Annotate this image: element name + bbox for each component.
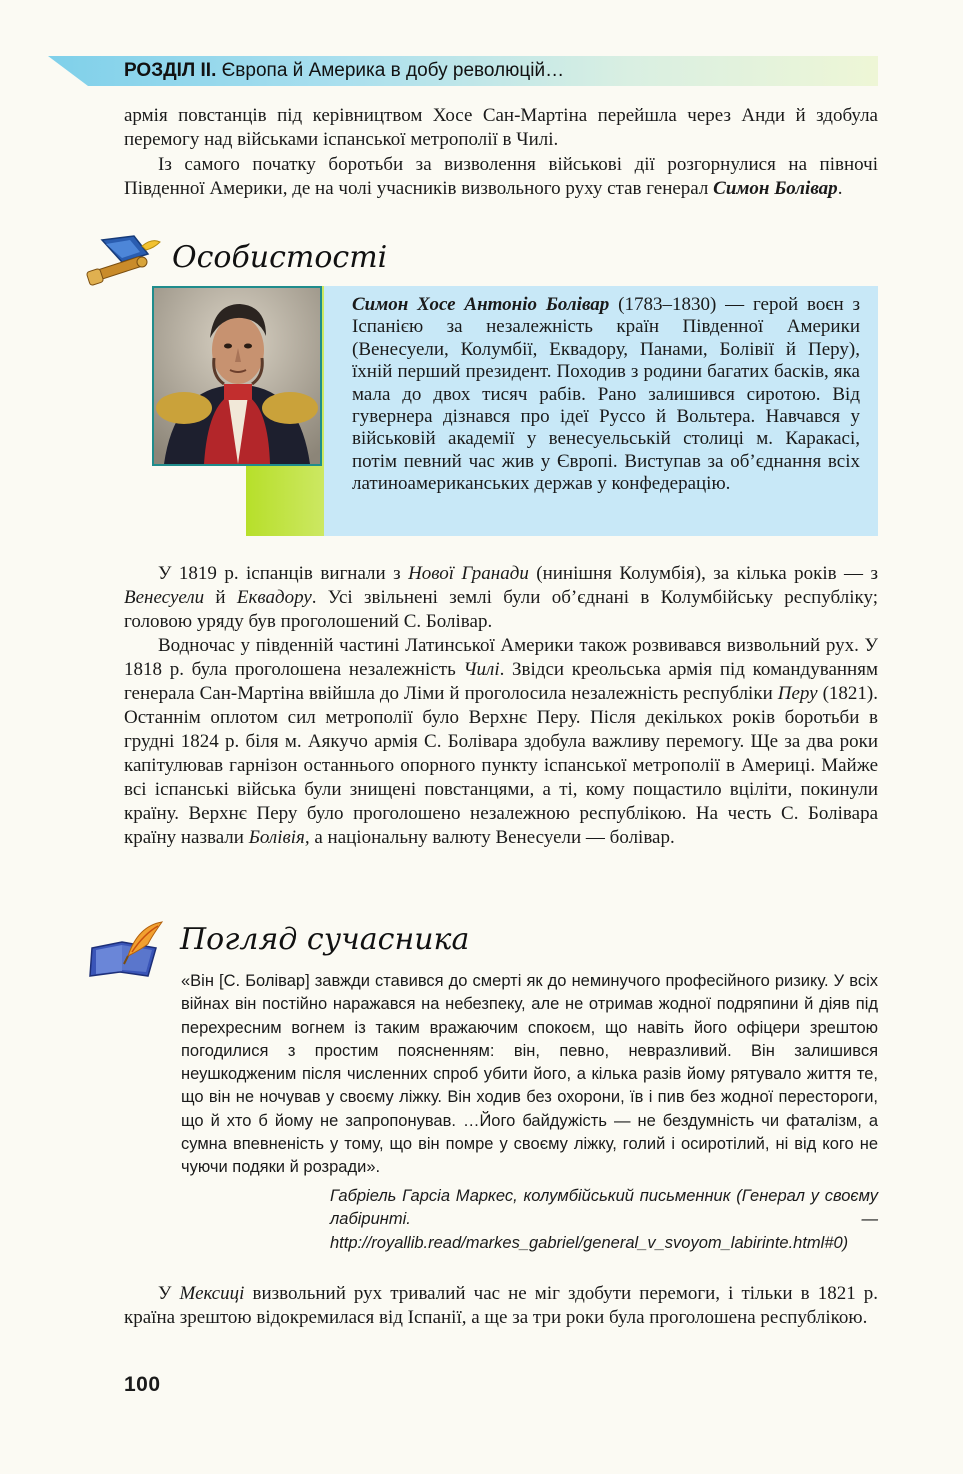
p4-chile: Чилі [463,659,500,680]
paragraph-2-end: . [837,178,843,199]
contemporary-title: Погляд сучасника [180,922,470,957]
personality-name: Симон Хосе Антоніо Болівар [352,294,610,315]
section-label: РОЗДІЛ ІІ. [124,60,217,81]
p4-text-c: . Звідси креольська армія під командуванням генерала Сан-Мартіна ввійшла до Ліми й проголосила незалежність республіки [124,659,878,704]
quote-source: Габріель Гарсіа Маркес, колумбійський письменник (Генерал у своєму лабіринті. — http://royallib.read/markes_gabriel/general_v_svoyom_labirinte.html#0) [330,1187,878,1252]
p4-peru: Перу [777,683,818,704]
telescope-hat-icon [82,234,166,290]
p3-ecuador: Еквадору [236,587,312,608]
contemporary-quote: «Він [С. Болівар] завжди ставився до смерті як до неминучого професійного ризику. У всіх війнах він постійно наражався на небезпеку, але не отримав жодної подряпини й діяв під перехресним вогнем із таким вражаючим спокоєм, що навіть його офіцери зрештою погодилися з простим поясненням: він, певно, невразливий. Він залишився неушкодженим після численних спроб убити його, а кілька разів йому рятувало життя те, що він не ночував у своєму ліжку. Він ходив без охорони, їв і пив без жодної перестороги, що й хто б йому не запропонував. …Його байдужість — не бездумність чи фаталізм, а сумна впевненість у тому, що він помре у своєму ліжку, голий і осиротілий, ні від кого не чуючи подяки й розради». [181,972,878,1177]
p4-text-e: (1821). Останнім оплотом сил метрополії було Верхнє Перу. Після декількох років боротьби в грудні 1824 р. біля м. Аякучо армія С. Болівара здобула важливу перемогу. Ще за два роки капітулював гарнізон останнього опорного пункту іспанської метрополії в Америці. Майже всі іспанські війська були знищені повстанцями, а ті, кому пощастило вціліти, покинули країну. Верхнє Перу було проголошено незалежною республікою. На честь С. Болівара країну назвали [124,683,878,848]
bolivar-name-emphasis: Симон Болівар [713,178,838,199]
personality-bio [352,294,860,496]
paragraph-2-text: Із самого початку боротьби за визволення військові дії розгорнулися на півночі Південної Америки, де на чолі учасників визвольного руху став генерал [124,154,878,199]
p3-venezuela: Венесуели [124,587,205,608]
paragraph-3 [124,562,878,634]
personalities-title: Особистості [172,240,388,275]
paragraph-2 [124,153,878,201]
p3-text-c: (нинішня Колумбія), за кілька років — з [528,563,878,584]
p4-text-a: Водночас у південній частині Латинської Америки також розвивався визвольний рух. У 1818 р. була проголошена незалежність [124,635,878,680]
p3-text-e: й [204,587,237,608]
p4-bolivia: Болівія, [248,827,310,848]
running-header [124,60,564,82]
paragraph-5 [124,1282,878,1330]
p3-text-g: . Усі звільнені землі були об’єднані в Колумбійську республіку; головою уряду був проголошений С. Болівар. [124,587,878,632]
quill-book-icon [88,920,166,978]
p3-text-a: У 1819 р. іспанців вигнали з [158,563,409,584]
paragraph-4 [124,634,878,850]
p5-text-a: У [158,1283,180,1304]
personality-bio-text: (1783–1830) — герой воєн з Іспанією за незалежність країн Південної Америки (Венесуели, Колумбії, Еквадору, Панами, Болівії й Перу), їхній перший президент. Походив з родини багатих басків, яка мала до двох тисяч рабів. Рано залишився сиротою. Від гувернера дізнався про ідеї Руссо й Вольтера. Навчався у військовій академії у венесуельській столиці м. Каракасі, потім певний час жив у Європі. Виступав за об’єднання всіх латиноамериканських держав у конфедерацію. [352,294,860,495]
p4-text-g: а національну валюту Венесуели — болівар. [309,827,675,848]
page-number: 100 [124,1373,161,1396]
p3-new-granada: Нової Гранади [408,563,529,584]
section-title: Європа й Америка в добу революцій… [216,60,565,81]
paragraph-1: армія повстанців під керівництвом Хосе Сан-Мартіна перейшла через Анди й здобула перемогу над військами іспанської метрополії в Чилі. [124,105,878,150]
simon-bolivar-portrait [152,286,322,466]
p5-mexico: Мексиці [179,1283,245,1304]
p5-text-c: визвольний рух тривалий час не міг здобути перемоги, і тільки в 1821 р. країна зрештою відокремилася від Іспанії, а ще за три роки була проголошена республікою. [124,1283,879,1328]
